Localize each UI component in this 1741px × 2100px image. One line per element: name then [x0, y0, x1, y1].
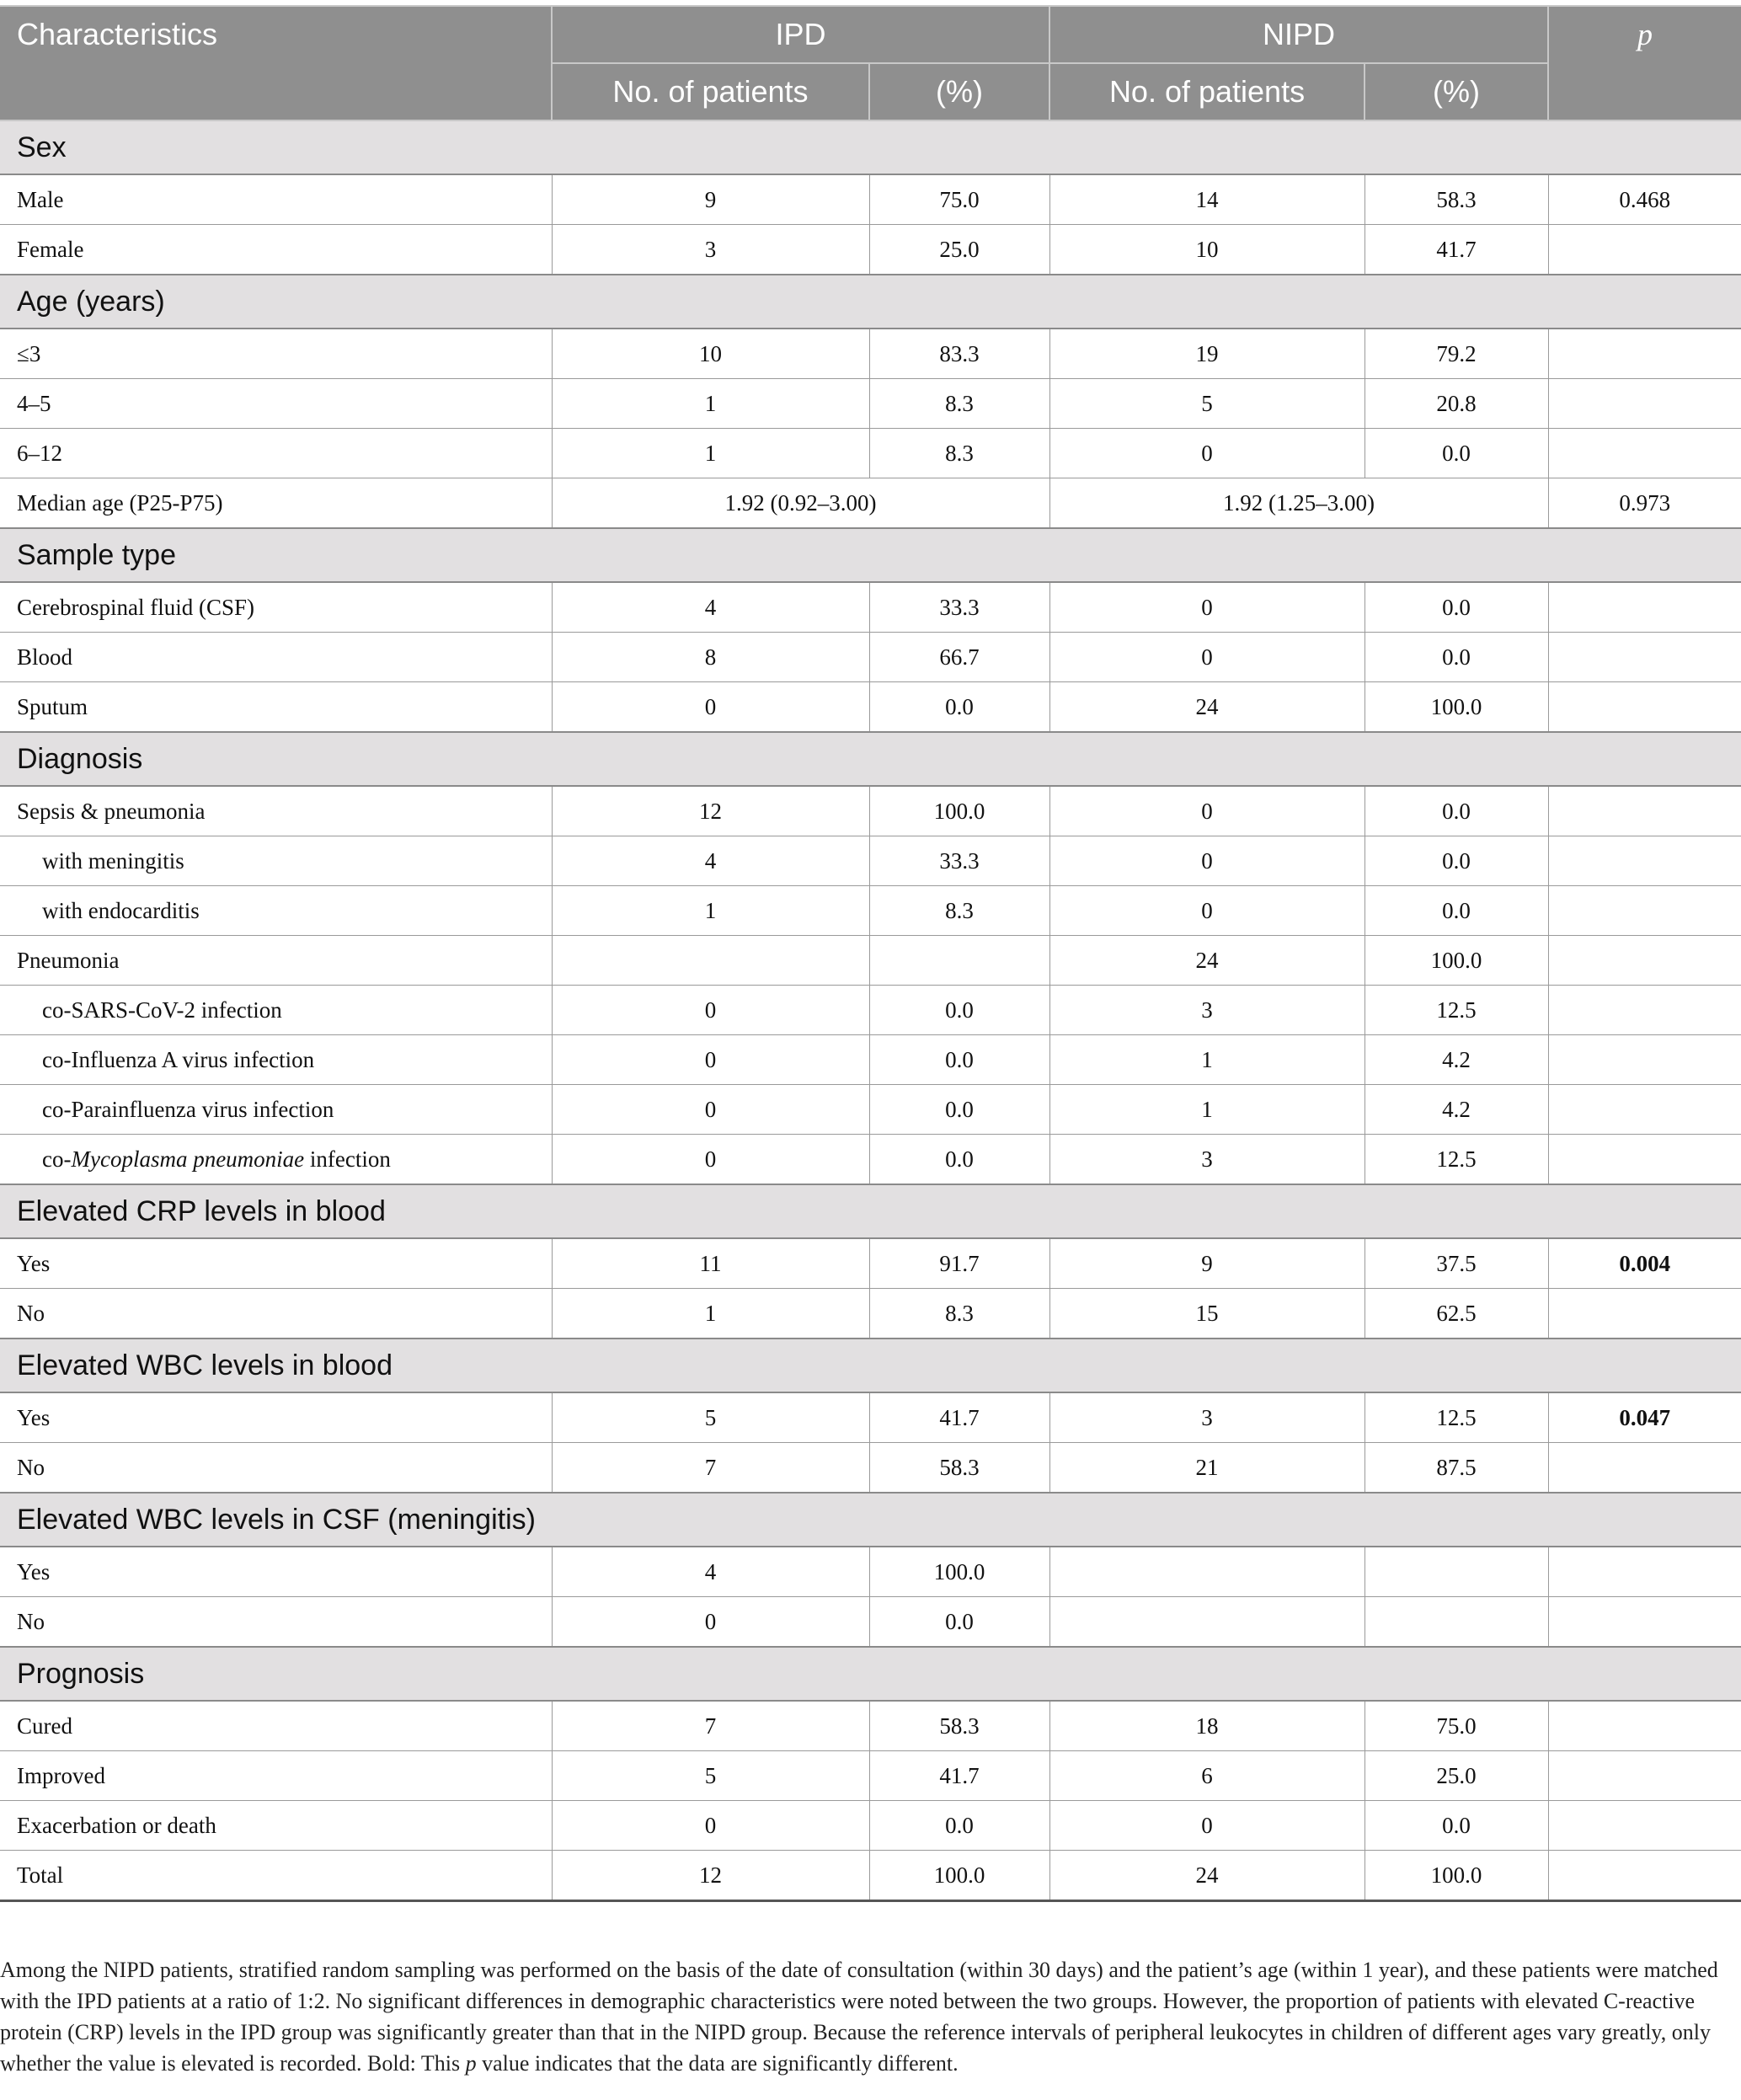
row-label: Yes	[0, 1392, 552, 1443]
footnote-p-italic: p	[465, 2051, 477, 2076]
cell-p-value: 0.004	[1548, 1238, 1741, 1289]
cell-ipd-count: 0	[552, 986, 869, 1035]
row-label: co-Parainfluenza virus infection	[0, 1085, 552, 1135]
cell-nipd-percent: 41.7	[1364, 225, 1548, 275]
cell-ipd-count: 5	[552, 1751, 869, 1801]
cell-ipd-percent	[869, 936, 1049, 986]
cell-ipd-count: 4	[552, 1547, 869, 1597]
cell-ipd-merged: 1.92 (0.92–3.00)	[552, 478, 1049, 529]
cell-p-value	[1548, 1597, 1741, 1648]
cell-nipd-percent: 0.0	[1364, 582, 1548, 633]
cell-ipd-percent: 0.0	[869, 1085, 1049, 1135]
table-row	[0, 1085, 1741, 1135]
row-label: Male	[0, 174, 552, 225]
table-header	[0, 6, 1741, 120]
section-title: Elevated WBC levels in blood	[0, 1339, 1741, 1392]
cell-p-value	[1548, 1547, 1741, 1597]
cell-ipd-percent: 8.3	[869, 886, 1049, 936]
cell-ipd-count: 0	[552, 1801, 869, 1851]
cell-p-value	[1548, 836, 1741, 886]
cell-ipd-count: 12	[552, 1851, 869, 1901]
row-label: Female	[0, 225, 552, 275]
cell-nipd-percent: 100.0	[1364, 936, 1548, 986]
cell-nipd-count: 10	[1049, 225, 1364, 275]
row-label: co-SARS-CoV-2 infection	[0, 986, 552, 1035]
table-row	[0, 633, 1741, 682]
cell-ipd-percent: 8.3	[869, 429, 1049, 478]
cell-nipd-percent: 58.3	[1364, 174, 1548, 225]
row-label-suffix: infection	[304, 1146, 391, 1172]
cell-nipd-count: 24	[1049, 1851, 1364, 1901]
row-label: 6–12	[0, 429, 552, 478]
table-row	[0, 225, 1741, 275]
section-title: Age (years)	[0, 275, 1741, 329]
cell-nipd-percent: 0.0	[1364, 886, 1548, 936]
table-row	[0, 836, 1741, 886]
table-row	[0, 1392, 1741, 1443]
row-label: Sputum	[0, 682, 552, 733]
cell-nipd-count: 5	[1049, 379, 1364, 429]
row-label: with endocarditis	[0, 886, 552, 936]
header-characteristics: Characteristics	[0, 6, 552, 120]
row-label: Improved	[0, 1751, 552, 1801]
table-row	[0, 1238, 1741, 1289]
cell-ipd-percent: 0.0	[869, 1801, 1049, 1851]
table-row	[0, 1701, 1741, 1751]
cell-ipd-count: 0	[552, 682, 869, 733]
cell-nipd-count: 1	[1049, 1035, 1364, 1085]
cell-nipd-count: 18	[1049, 1701, 1364, 1751]
cell-ipd-percent: 0.0	[869, 1135, 1049, 1185]
row-label: No	[0, 1443, 552, 1494]
cell-p-value: 0.047	[1548, 1392, 1741, 1443]
row-label-species: Mycoplasma pneumoniae	[71, 1146, 305, 1172]
cell-ipd-count: 7	[552, 1443, 869, 1494]
cell-p-value	[1548, 329, 1741, 379]
header-nipd: NIPD	[1049, 6, 1548, 63]
cell-p-value	[1548, 1701, 1741, 1751]
cell-p-value	[1548, 1801, 1741, 1851]
section-row	[0, 1339, 1741, 1392]
header-p: p	[1548, 6, 1741, 120]
cell-nipd-count: 24	[1049, 936, 1364, 986]
table-row	[0, 1547, 1741, 1597]
table-row	[0, 379, 1741, 429]
section-title: Elevated WBC levels in CSF (meningitis)	[0, 1493, 1741, 1547]
table-row	[0, 1851, 1741, 1901]
cell-ipd-count: 1	[552, 379, 869, 429]
row-label-prefix: co-	[42, 1146, 72, 1172]
cell-nipd-percent: 4.2	[1364, 1085, 1548, 1135]
cell-ipd-percent: 8.3	[869, 1289, 1049, 1339]
cell-nipd-count: 1	[1049, 1085, 1364, 1135]
cell-nipd-percent: 37.5	[1364, 1238, 1548, 1289]
cell-ipd-count: 1	[552, 1289, 869, 1339]
row-label: Sepsis & pneumonia	[0, 786, 552, 836]
cell-ipd-percent: 41.7	[869, 1751, 1049, 1801]
row-label: Cerebrospinal fluid (CSF)	[0, 582, 552, 633]
cell-nipd-count: 0	[1049, 1801, 1364, 1851]
cell-ipd-count: 5	[552, 1392, 869, 1443]
cell-nipd-count: 0	[1049, 836, 1364, 886]
cell-nipd-percent: 0.0	[1364, 429, 1548, 478]
cell-nipd-percent: 100.0	[1364, 1851, 1548, 1901]
cell-ipd-percent: 100.0	[869, 786, 1049, 836]
cell-nipd-count: 24	[1049, 682, 1364, 733]
cell-nipd-count	[1049, 1547, 1364, 1597]
cell-nipd-percent: 75.0	[1364, 1701, 1548, 1751]
table-row	[0, 1289, 1741, 1339]
cell-ipd-count: 1	[552, 429, 869, 478]
cell-nipd-percent: 0.0	[1364, 786, 1548, 836]
cell-p-value	[1548, 886, 1741, 936]
cell-p-value	[1548, 986, 1741, 1035]
header-ipd-no-patients: No. of patients	[552, 63, 869, 120]
cell-ipd-count: 11	[552, 1238, 869, 1289]
cell-ipd-percent: 91.7	[869, 1238, 1049, 1289]
cell-nipd-count: 14	[1049, 174, 1364, 225]
cell-nipd-count: 3	[1049, 1392, 1364, 1443]
row-label: Exacerbation or death	[0, 1801, 552, 1851]
table-row	[0, 582, 1741, 633]
cell-ipd-count: 10	[552, 329, 869, 379]
cell-nipd-count	[1049, 1597, 1364, 1648]
table-row	[0, 886, 1741, 936]
header-ipd-percent: (%)	[869, 63, 1049, 120]
cell-p-value	[1548, 1289, 1741, 1339]
cell-ipd-percent: 33.3	[869, 836, 1049, 886]
cell-ipd-percent: 0.0	[869, 1035, 1049, 1085]
table-row	[0, 986, 1741, 1035]
table-row	[0, 1801, 1741, 1851]
row-label: Cured	[0, 1701, 552, 1751]
table-row	[0, 478, 1741, 529]
row-label: No	[0, 1289, 552, 1339]
table-row	[0, 1035, 1741, 1085]
row-label: Yes	[0, 1238, 552, 1289]
cell-nipd-percent: 100.0	[1364, 682, 1548, 733]
table-footnote	[0, 1954, 1735, 2079]
cell-p-value	[1548, 682, 1741, 733]
cell-nipd-percent: 12.5	[1364, 1135, 1548, 1185]
cell-ipd-count: 0	[552, 1135, 869, 1185]
cell-ipd-percent: 100.0	[869, 1851, 1049, 1901]
cell-nipd-count: 19	[1049, 329, 1364, 379]
section-title: Prognosis	[0, 1647, 1741, 1701]
cell-ipd-percent: 100.0	[869, 1547, 1049, 1597]
cell-nipd-count: 21	[1049, 1443, 1364, 1494]
table-row	[0, 1597, 1741, 1648]
cell-nipd-percent: 0.0	[1364, 1801, 1548, 1851]
footnote-text: Among the NIPD patients, stratified random sampling was performed on the basis of the date of consultation (within 30 days) and the patient’s age (within 1 year), and these patients were matched with the IPD patients at a ratio of 1:2. No significant differences in demographic characteristics were noted between the two groups. However, the proportion of patients with elevated C-reactive protein (CRP) levels in the IPD group was significantly greater than that in the NIPD group. Because the reference intervals of peripheral leukocytes in children of different ages vary greatly, only whether the value is elevated is recorded. Bold: This	[0, 1958, 1718, 2076]
cell-p-value	[1548, 1085, 1741, 1135]
cell-ipd-percent: 0.0	[869, 986, 1049, 1035]
table-row	[0, 682, 1741, 733]
cell-p-value	[1548, 1035, 1741, 1085]
cell-nipd-percent: 12.5	[1364, 986, 1548, 1035]
cell-p-value	[1548, 1135, 1741, 1185]
cell-nipd-percent: 87.5	[1364, 1443, 1548, 1494]
section-title: Elevated CRP levels in blood	[0, 1184, 1741, 1238]
cell-ipd-count: 9	[552, 174, 869, 225]
cell-nipd-count: 15	[1049, 1289, 1364, 1339]
header-ipd: IPD	[552, 6, 1049, 63]
cell-nipd-merged: 1.92 (1.25–3.00)	[1049, 478, 1548, 529]
table-row	[0, 1751, 1741, 1801]
cell-ipd-count: 4	[552, 836, 869, 886]
cell-ipd-count: 8	[552, 633, 869, 682]
table-row	[0, 1443, 1741, 1494]
row-label: Yes	[0, 1547, 552, 1597]
cell-ipd-count: 12	[552, 786, 869, 836]
characteristics-table	[0, 5, 1741, 1902]
footnote-text-end: value indicates that the data are significantly different.	[476, 2051, 959, 2076]
cell-ipd-count: 0	[552, 1597, 869, 1648]
cell-ipd-percent: 58.3	[869, 1701, 1049, 1751]
cell-p-value	[1548, 582, 1741, 633]
cell-ipd-percent: 83.3	[869, 329, 1049, 379]
section-row	[0, 1493, 1741, 1547]
cell-nipd-percent	[1364, 1547, 1548, 1597]
section-title: Sex	[0, 120, 1741, 174]
cell-ipd-count: 4	[552, 582, 869, 633]
section-row	[0, 275, 1741, 329]
cell-nipd-count: 0	[1049, 886, 1364, 936]
table-row	[0, 936, 1741, 986]
cell-p-value	[1548, 429, 1741, 478]
cell-ipd-count: 3	[552, 225, 869, 275]
cell-nipd-count: 0	[1049, 633, 1364, 682]
row-label: with meningitis	[0, 836, 552, 886]
cell-nipd-percent: 12.5	[1364, 1392, 1548, 1443]
cell-nipd-percent: 62.5	[1364, 1289, 1548, 1339]
cell-p-value: 0.468	[1548, 174, 1741, 225]
cell-ipd-percent: 58.3	[869, 1443, 1049, 1494]
cell-nipd-percent: 25.0	[1364, 1751, 1548, 1801]
table-row	[0, 1135, 1741, 1185]
cell-nipd-percent	[1364, 1597, 1548, 1648]
cell-nipd-count: 0	[1049, 582, 1364, 633]
section-row	[0, 1184, 1741, 1238]
cell-ipd-percent: 75.0	[869, 174, 1049, 225]
section-row	[0, 120, 1741, 174]
section-row	[0, 528, 1741, 582]
cell-ipd-count: 1	[552, 886, 869, 936]
row-label: No	[0, 1597, 552, 1648]
cell-nipd-percent: 20.8	[1364, 379, 1548, 429]
row-label: Median age (P25-P75)	[0, 478, 552, 529]
row-label	[0, 1135, 552, 1185]
table-row	[0, 429, 1741, 478]
cell-ipd-percent: 41.7	[869, 1392, 1049, 1443]
header-nipd-no-patients: No. of patients	[1049, 63, 1364, 120]
cell-p-value	[1548, 225, 1741, 275]
section-row	[0, 732, 1741, 786]
cell-ipd-percent: 33.3	[869, 582, 1049, 633]
cell-nipd-count: 0	[1049, 429, 1364, 478]
cell-p-value: 0.973	[1548, 478, 1741, 529]
table-row	[0, 329, 1741, 379]
row-label: Blood	[0, 633, 552, 682]
cell-ipd-percent: 66.7	[869, 633, 1049, 682]
cell-ipd-percent: 0.0	[869, 682, 1049, 733]
cell-ipd-percent: 0.0	[869, 1597, 1049, 1648]
row-label: co-Influenza A virus infection	[0, 1035, 552, 1085]
cell-nipd-percent: 4.2	[1364, 1035, 1548, 1085]
row-label: Total	[0, 1851, 552, 1901]
cell-ipd-count	[552, 936, 869, 986]
section-title: Diagnosis	[0, 732, 1741, 786]
cell-p-value	[1548, 1851, 1741, 1901]
header-nipd-percent: (%)	[1364, 63, 1548, 120]
cell-p-value	[1548, 1751, 1741, 1801]
cell-p-value	[1548, 786, 1741, 836]
cell-nipd-count: 6	[1049, 1751, 1364, 1801]
table-row	[0, 174, 1741, 225]
cell-ipd-count: 0	[552, 1035, 869, 1085]
cell-p-value	[1548, 1443, 1741, 1494]
cell-nipd-count: 3	[1049, 986, 1364, 1035]
row-label: ≤3	[0, 329, 552, 379]
cell-ipd-count: 0	[552, 1085, 869, 1135]
cell-nipd-percent: 0.0	[1364, 836, 1548, 886]
table-body	[0, 120, 1741, 1901]
cell-nipd-percent: 0.0	[1364, 633, 1548, 682]
cell-p-value	[1548, 633, 1741, 682]
cell-nipd-percent: 79.2	[1364, 329, 1548, 379]
cell-nipd-count: 3	[1049, 1135, 1364, 1185]
cell-ipd-percent: 25.0	[869, 225, 1049, 275]
cell-p-value	[1548, 379, 1741, 429]
cell-nipd-count: 9	[1049, 1238, 1364, 1289]
cell-p-value	[1548, 936, 1741, 986]
cell-ipd-percent: 8.3	[869, 379, 1049, 429]
section-row	[0, 1647, 1741, 1701]
row-label: Pneumonia	[0, 936, 552, 986]
cell-nipd-count: 0	[1049, 786, 1364, 836]
row-label: 4–5	[0, 379, 552, 429]
table-row	[0, 786, 1741, 836]
section-title: Sample type	[0, 528, 1741, 582]
cell-ipd-count: 7	[552, 1701, 869, 1751]
